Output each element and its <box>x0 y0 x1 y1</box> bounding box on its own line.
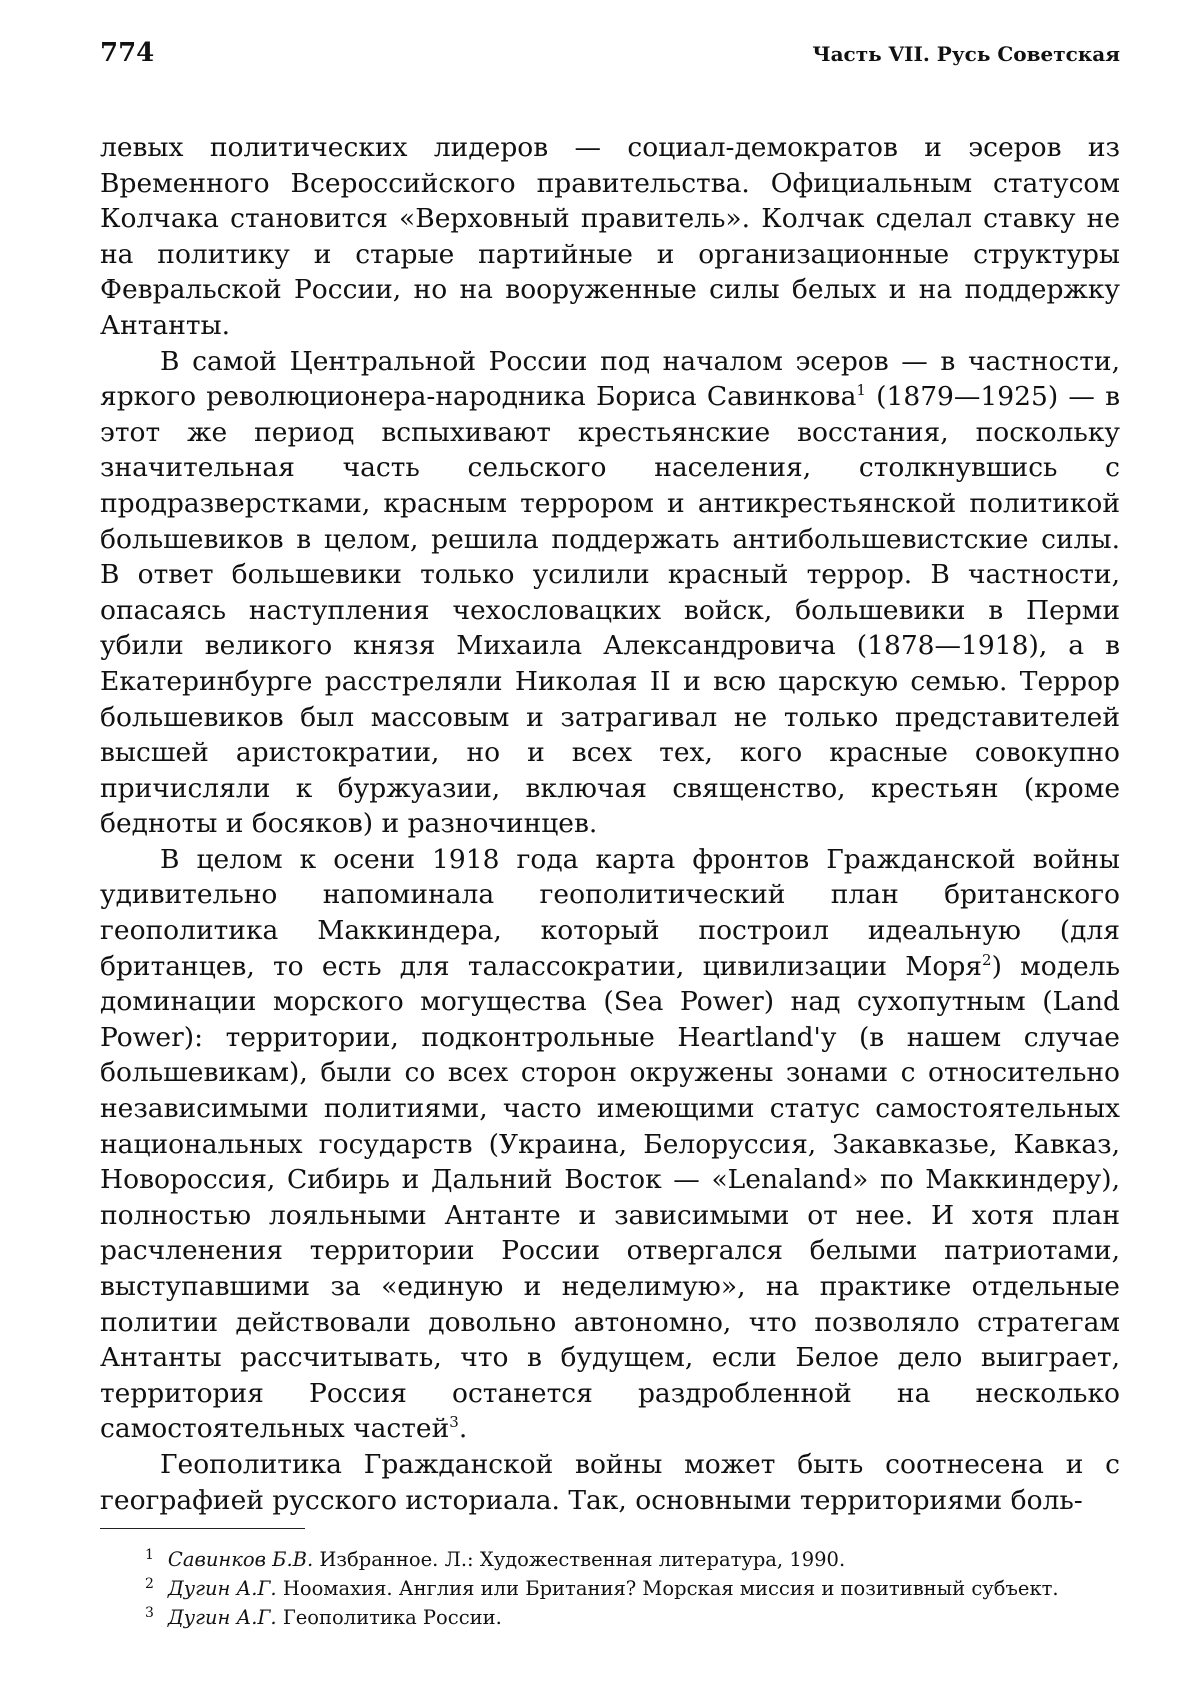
footnote-ref[interactable]: 3 <box>449 1414 459 1432</box>
page-number: 774 <box>100 38 154 68</box>
page-header <box>100 38 1120 78</box>
footnotes <box>100 1545 1120 1632</box>
footnote-text: Геополитика России. <box>277 1606 502 1629</box>
footnote-ref[interactable]: 2 <box>982 951 992 969</box>
footnote-number: 2 <box>145 1576 154 1592</box>
paragraph-text: В самой Центральной России под началом эсеров — в частности, яркого революционера-народника Бориса Савинкова <box>100 346 1120 413</box>
paragraph <box>100 1447 1120 1518</box>
footnote <box>100 1574 1120 1603</box>
paragraph <box>100 130 1120 344</box>
footnote-author: Савинков Б.В. <box>168 1548 313 1571</box>
paragraph-text: ) модель доминации морского могущества (Sea Power) над сухопутным (Land Power): территории, подконтрольные Heartland'у (в нашем случае большевикам), были со всех сторон окружены зонами с относительно независимыми политиями, часто имеющими статус самостоятельных национальных государств (Украина, Белоруссия, Закавказье, Кавказ, Новороссия, Сибирь и Дальний Восток — «Lenaland» по Маккиндеру), полностью лояльными Антанте и зависимыми от нее. И хотя план расчленения территории России отвергался белыми патриотами, выступавшими за «единую и неделимую», на практике отдельные политии действовали довольно автономно, что позволяло стратегам Антанты рассчитывать, что в будущем, если Белое дело выиграет, территория Россия останется раздробленной на несколько самостоятельных частей <box>100 951 1120 1445</box>
footnote-number: 1 <box>145 1547 154 1563</box>
footnote-author: Дугин А.Г. <box>168 1606 277 1629</box>
footnote <box>100 1603 1120 1632</box>
footnote-author: Дугин А.Г. <box>168 1577 277 1600</box>
paragraph-text: левых политических лидеров — социал-демократов и эсеров из Временного Всероссийского правительства. Официальным статусом Колчака становится «Верховный правитель». Колчак сделал ставку не на политику и старые партийные и организационные структуры Февральской России, но на вооруженные силы белых и на поддержку Антанты. <box>100 132 1120 341</box>
paragraph-text: (1879—1925) — в этот же период вспыхивают крестьянские восстания, поскольку значительная часть сельского населения, столкнувшись с продразверстками, красным террором и антикрестьянской политикой большевиков в целом, решила поддержать антибольшевистские силы. В ответ большевики только усилили красный террор. В частности, опасаясь наступления чехословацких войск, большевики в Перми убили великого князя Михаила Александровича (1878—1918), а в Екатеринбурге расстреляли Николая II и всю царскую семью. Террор большевиков был массовым и затрагивал не только представителей высшей аристократии, но и всех тех, кого красные совокупно причисляли к буржуазии, включая священство, крестьян (кроме бедноты и босяков) и разночинцев. <box>100 381 1120 839</box>
footnote-text: Избранное. Л.: Художественная литература, 1990. <box>313 1548 845 1571</box>
running-title: Часть VII. Русь Советская <box>812 42 1120 66</box>
paragraph <box>100 842 1120 1447</box>
paragraph <box>100 344 1120 842</box>
footnote-number: 3 <box>145 1605 154 1621</box>
footnote-text: Ноомахия. Англия или Британия? Морская миссия и позитивный субъект. <box>277 1577 1059 1600</box>
paragraph-text: . <box>459 1413 467 1444</box>
footnote <box>100 1545 1120 1574</box>
body-text <box>100 130 1120 1518</box>
footnote-ref[interactable]: 1 <box>856 381 866 399</box>
paragraph-text: В целом к осени 1918 года карта фронтов Гражданской войны удивительно напоминала геополитический план британского геополитика Маккиндера, который построил идеальную (для британцев, то есть для талассократии, цивилизации Моря <box>100 844 1120 982</box>
footnote-divider <box>100 1528 305 1529</box>
paragraph-text: Геополитика Гражданской войны может быть соотнесена и с географией русского историала. Так, основными территориями боль- <box>100 1449 1120 1516</box>
